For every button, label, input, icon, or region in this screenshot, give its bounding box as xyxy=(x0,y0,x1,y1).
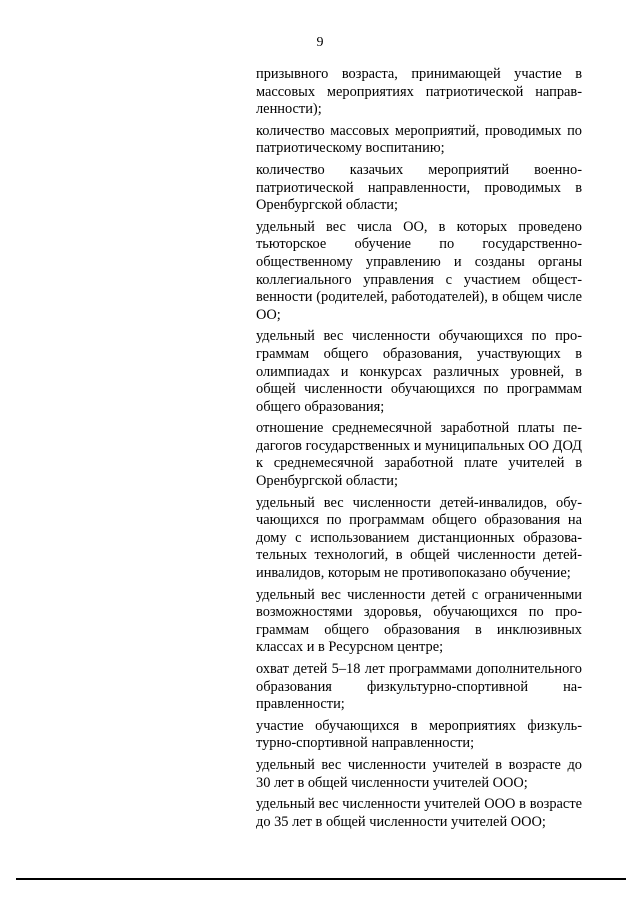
list-item: удельный вес численности учителей в возрасте до 30 лет в общей численности учителей ООО; xyxy=(256,756,582,791)
list-item: количество казачьих мероприятий военно-патриотической направленности, проводимых в Оренбургской области; xyxy=(256,161,582,214)
list-item: количество массовых мероприятий, проводимых по патриотическому воспитанию; xyxy=(256,122,582,157)
list-item: удельный вес численности детей-инвалидов, обучающихся по программам общего образования на дому с использованием дистанционных образовательных технологий, в общей численности детей-инвалидов, которым не противопоказано обучение; xyxy=(256,494,582,582)
indicator-list xyxy=(256,66,582,835)
list-item: удельный вес численности учителей ООО в возрасте до 35 лет в общей численности учителей ООО; xyxy=(256,796,582,830)
list-item: охват детей 5–18 лет программами дополнительного образования физкультурно-спортивной направленности; xyxy=(256,661,582,713)
page-bottom-edge xyxy=(16,878,626,880)
list-item: отношение среднемесячной заработной платы педагогов государственных и муниципальных ОО ДОД к среднемесячной заработной плате учителей в Оренбургской области; xyxy=(256,420,582,490)
list-item: удельный вес численности детей с ограниченными возможностями здоровья, обучающихся по программам общего образования в инклюзивных классах и в Ресурсном центре; xyxy=(256,586,582,656)
list-item: удельный вес численности обучающихся по программам общего образования, участвующих в олимпиадах и конкурсах различных уровней, в общей численности обучающихся по программам общего образования; xyxy=(256,328,582,415)
list-item: удельный вес числа ОО, в которых проведено тьюторское обучение по государственно-общественному управлению и созданы органы коллегиального управления с участием общественности (родителей, работодателей), в общем числе ОО; xyxy=(256,218,582,323)
list-item: участие обучающихся в мероприятиях физкультурно-спортивной направленности; xyxy=(256,717,582,752)
list-item: призывного возраста, принимающей участие в массовых мероприятиях патриотической направленности); xyxy=(256,66,582,118)
page-number: 9 xyxy=(316,35,324,50)
